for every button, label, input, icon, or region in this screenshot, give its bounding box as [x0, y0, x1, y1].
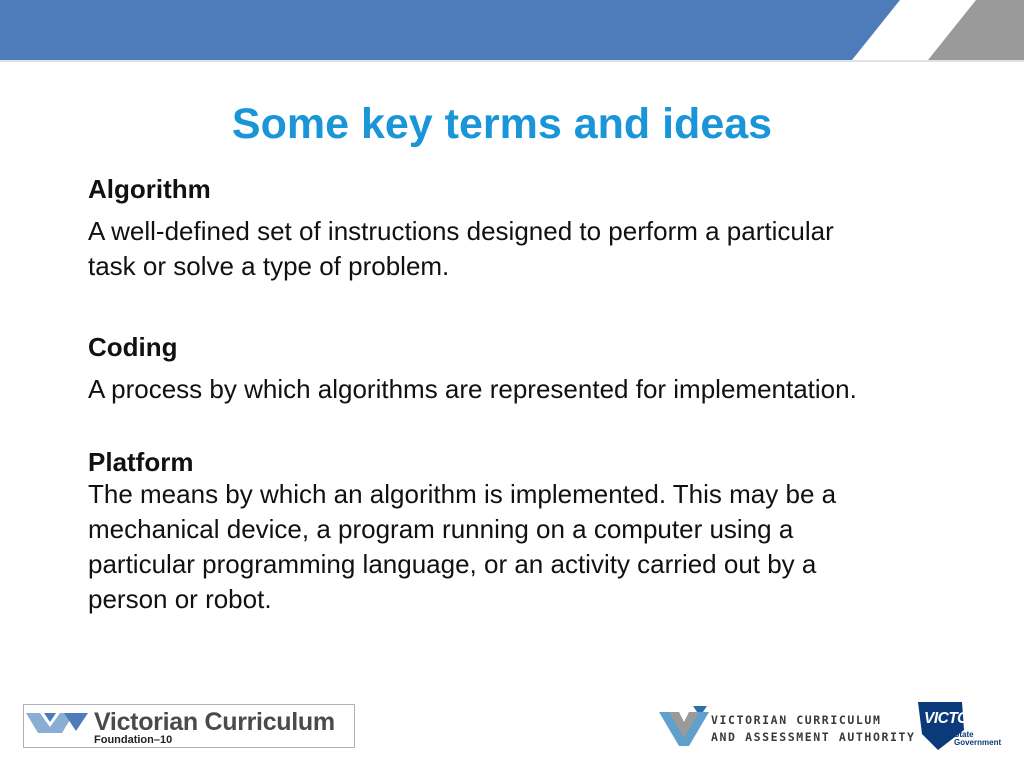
victorian-curriculum-logo — [23, 704, 355, 748]
term-definition-line: A process by which algorithms are represented for implementation. — [88, 374, 857, 404]
victoria-word: VICTORIA — [924, 710, 994, 727]
term-heading: Coding — [88, 332, 178, 362]
victoria-state-government-logo — [918, 700, 1004, 752]
vc-logo-title: Victorian Curriculum — [94, 708, 335, 736]
vcaa-chevron-icon — [659, 706, 709, 746]
term-definition-line: task or solve a type of problem. — [88, 251, 450, 281]
term-heading: Platform — [88, 447, 194, 477]
vcaa-logo — [659, 704, 916, 748]
term-definition-line: particular programming language, or an activity carried out by a — [88, 549, 817, 579]
top-banner — [0, 0, 1024, 62]
vc-logo-subtitle: Foundation–10 — [94, 734, 173, 746]
term-definition-line: mechanical device, a program running on a computer using a — [88, 514, 794, 544]
slide-title: Some key terms and ideas — [231, 100, 773, 148]
term-algorithm — [88, 174, 968, 284]
victoria-government-label: Government — [954, 738, 1002, 747]
victoria-state-label: State — [954, 730, 974, 739]
term-definition-line: The means by which an algorithm is implemented. This may be a — [88, 479, 837, 509]
vc-chevron-icon — [26, 711, 88, 735]
term-heading: Algorithm — [88, 174, 211, 204]
term-platform — [88, 447, 968, 617]
banner-blue-band — [0, 0, 900, 60]
term-coding — [88, 332, 968, 407]
term-definition-line: person or robot. — [88, 584, 272, 614]
vcaa-logo-line: VICTORIAN CURRICULUM — [711, 713, 882, 727]
term-definition-line: A well-defined set of instructions designed to perform a particular — [88, 216, 834, 246]
vcaa-logo-line: AND ASSESSMENT AUTHORITY — [711, 730, 916, 744]
